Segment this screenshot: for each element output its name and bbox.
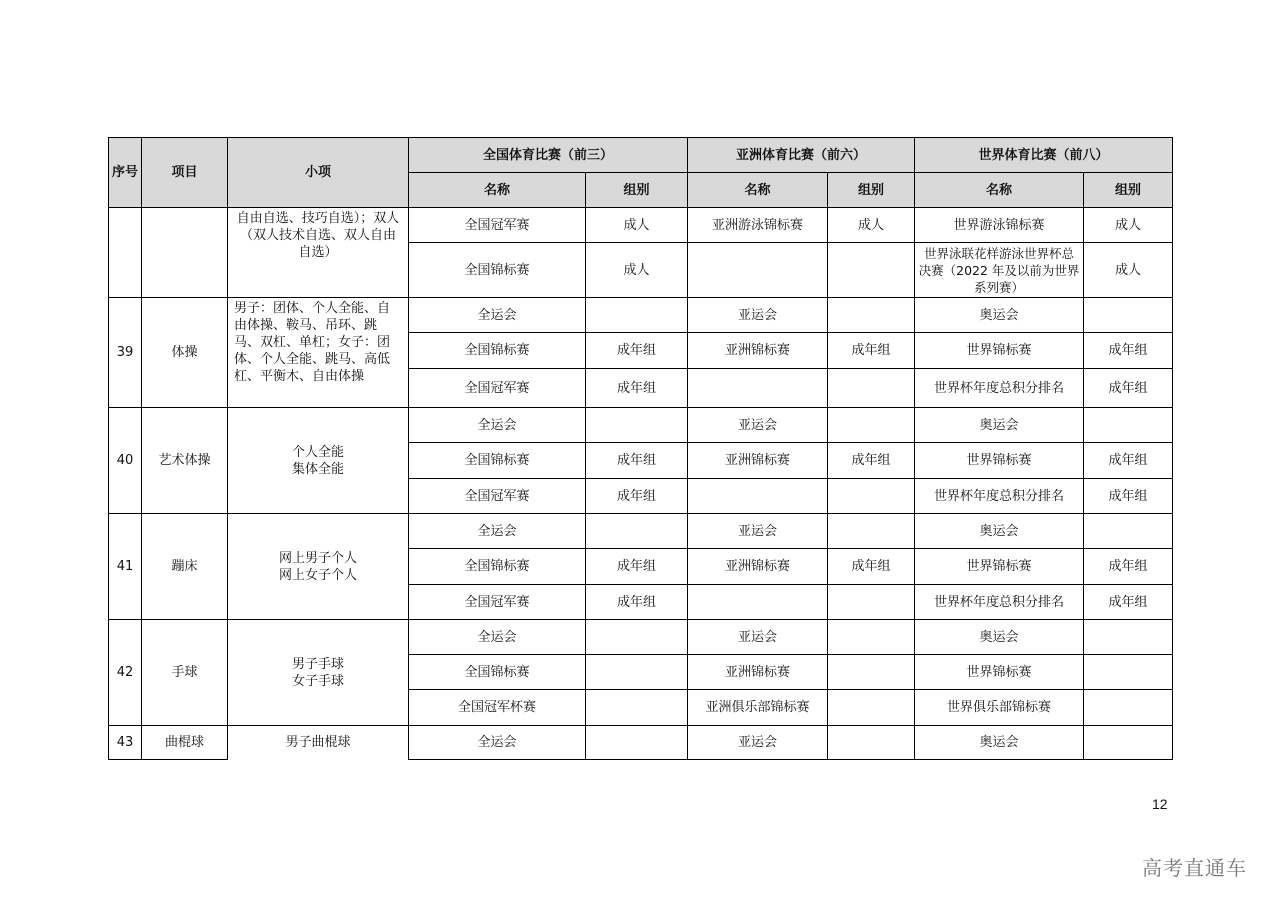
world-name-header: 名称 — [915, 173, 1084, 208]
world-name-cell: 世界锦标赛 — [915, 549, 1084, 585]
national-name-cell: 全国锦标赛 — [409, 655, 586, 690]
seq-cell: 39 — [109, 298, 142, 408]
world-name-cell: 奥运会 — [915, 408, 1084, 443]
asian-name-cell — [688, 369, 828, 408]
asian-name-cell: 亚运会 — [688, 514, 828, 549]
item-cell: 艺术体操 — [142, 408, 228, 514]
asian-group-cell — [828, 655, 915, 690]
world-group-cell — [1084, 690, 1173, 726]
seq-cell: 42 — [109, 620, 142, 726]
item-cell: 手球 — [142, 620, 228, 726]
national-group-cell: 成年组 — [586, 585, 688, 620]
national-group-cell: 成年组 — [586, 369, 688, 408]
asian-group-cell — [828, 726, 915, 760]
asian-group-cell — [828, 514, 915, 549]
subitem-line: 女子手球 — [291, 673, 344, 689]
item-cell: 蹦床 — [142, 514, 228, 620]
subitem-line: 网上女子个人 — [278, 567, 357, 583]
subitem-line: 男子手球 — [291, 656, 344, 672]
asian-group-cell: 成年组 — [828, 549, 915, 585]
world-group-cell — [1084, 298, 1173, 333]
seq-cell: 40 — [109, 408, 142, 514]
asian-name-cell: 亚运会 — [688, 408, 828, 443]
world-name-cell: 世界泳联花样游泳世界杯总决赛（2022 年及以前为世界系列赛） — [915, 243, 1084, 298]
asian-name-cell — [688, 479, 828, 514]
asian-name-cell: 亚洲游泳锦标赛 — [688, 208, 828, 243]
national-name-cell: 全国锦标赛 — [409, 443, 586, 479]
national-group-cell: 成年组 — [586, 479, 688, 514]
asian-group-cell: 成年组 — [828, 443, 915, 479]
national-group-header: 组别 — [586, 173, 688, 208]
asian-name-cell: 亚洲锦标赛 — [688, 333, 828, 369]
world-name-cell: 世界游泳锦标赛 — [915, 208, 1084, 243]
asian-name-cell: 亚洲锦标赛 — [688, 655, 828, 690]
national-name-cell: 全运会 — [409, 514, 586, 549]
world-group-cell: 成人 — [1084, 208, 1173, 243]
national-group-cell — [586, 298, 688, 333]
national-name-cell: 全国锦标赛 — [409, 333, 586, 369]
world-name-cell: 世界杯年度总积分排名 — [915, 585, 1084, 620]
seq-cell: 43 — [109, 726, 142, 760]
asian-name-cell: 亚洲俱乐部锦标赛 — [688, 690, 828, 726]
world-name-cell: 世界杯年度总积分排名 — [915, 369, 1084, 408]
asian-name-cell — [688, 585, 828, 620]
national-group-cell — [586, 514, 688, 549]
subitem-line: 个人全能 — [291, 444, 344, 460]
page-number: 12 — [1152, 796, 1168, 812]
national-group-cell: 成人 — [586, 243, 688, 298]
asian-group-header: 组别 — [828, 173, 915, 208]
national-name-cell: 全国冠军杯赛 — [409, 690, 586, 726]
item-cell: 曲棍球 — [142, 726, 228, 760]
asian-name-cell: 亚洲锦标赛 — [688, 549, 828, 585]
asian-group-cell — [828, 369, 915, 408]
world-name-cell: 奥运会 — [915, 298, 1084, 333]
national-group-cell — [586, 620, 688, 655]
table-row — [109, 298, 1173, 333]
item-header: 项目 — [142, 138, 228, 208]
national-name-header: 名称 — [409, 173, 586, 208]
world-name-cell: 世界锦标赛 — [915, 655, 1084, 690]
national-name-cell: 全运会 — [409, 620, 586, 655]
national-group-cell — [586, 690, 688, 726]
national-group-cell — [586, 726, 688, 760]
subitem-header: 小项 — [228, 138, 409, 208]
national-name-cell: 全国冠军赛 — [409, 479, 586, 514]
table-row — [109, 620, 1173, 655]
sports-competition-table — [108, 137, 1173, 760]
asian-group-cell — [828, 243, 915, 298]
national-name-cell: 全国冠军赛 — [409, 369, 586, 408]
asian-name-cell: 亚运会 — [688, 726, 828, 760]
table-row — [109, 726, 1173, 760]
national-name-cell: 全国冠军赛 — [409, 208, 586, 243]
asian-group-cell: 成人 — [828, 208, 915, 243]
national-group-cell — [586, 408, 688, 443]
item-cell: 体操 — [142, 298, 228, 408]
asian-header: 亚洲体育比赛（前六） — [688, 138, 915, 173]
asian-name-cell: 亚运会 — [688, 620, 828, 655]
subitem-line: 集体全能 — [291, 461, 344, 477]
world-header: 世界体育比赛（前八） — [915, 138, 1173, 173]
world-group-cell — [1084, 514, 1173, 549]
world-group-cell: 成年组 — [1084, 585, 1173, 620]
subitem-cell: 男子曲棍球 — [228, 726, 409, 760]
world-group-cell: 成年组 — [1084, 549, 1173, 585]
world-name-cell: 奥运会 — [915, 726, 1084, 760]
national-header: 全国体育比赛（前三） — [409, 138, 688, 173]
world-group-cell: 成人 — [1084, 243, 1173, 298]
table-row — [109, 514, 1173, 549]
subitem-cell: 男子：团体、个人全能、自由体操、鞍马、吊环、跳马、双杠、单杠；女子：团体、个人全能、跳马、高低杠、平衡木、自由体操 — [228, 298, 409, 408]
national-group-cell: 成人 — [586, 208, 688, 243]
seq-cell — [109, 208, 142, 298]
world-group-header: 组别 — [1084, 173, 1173, 208]
world-name-cell: 世界锦标赛 — [915, 333, 1084, 369]
national-group-cell: 成年组 — [586, 333, 688, 369]
world-group-cell: 成年组 — [1084, 479, 1173, 514]
seq-header: 序号 — [109, 138, 142, 208]
seq-cell: 41 — [109, 514, 142, 620]
watermark-text: 高考直通车 — [1142, 856, 1247, 880]
world-name-cell: 奥运会 — [915, 514, 1084, 549]
world-name-cell: 世界锦标赛 — [915, 443, 1084, 479]
national-name-cell: 全国锦标赛 — [409, 243, 586, 298]
table-row — [109, 408, 1173, 443]
asian-group-cell: 成年组 — [828, 333, 915, 369]
world-group-cell: 成年组 — [1084, 333, 1173, 369]
national-group-cell — [586, 655, 688, 690]
asian-name-header: 名称 — [688, 173, 828, 208]
world-name-cell: 奥运会 — [915, 620, 1084, 655]
world-group-cell: 成年组 — [1084, 369, 1173, 408]
subitem-cell — [228, 514, 409, 620]
national-name-cell: 全国锦标赛 — [409, 549, 586, 585]
national-group-cell: 成年组 — [586, 549, 688, 585]
world-name-cell: 世界杯年度总积分排名 — [915, 479, 1084, 514]
national-group-cell: 成年组 — [586, 443, 688, 479]
world-group-cell — [1084, 408, 1173, 443]
asian-group-cell — [828, 690, 915, 726]
world-group-cell — [1084, 726, 1173, 760]
world-name-cell: 世界俱乐部锦标赛 — [915, 690, 1084, 726]
asian-name-cell: 亚运会 — [688, 298, 828, 333]
subitem-cell — [228, 408, 409, 514]
asian-group-cell — [828, 585, 915, 620]
item-cell — [142, 208, 228, 298]
asian-group-cell — [828, 620, 915, 655]
asian-group-cell — [828, 298, 915, 333]
asian-name-cell — [688, 243, 828, 298]
subitem-cell: 自由自选、技巧自选）；双人（双人技术自选、双人自由自选） — [228, 208, 409, 298]
asian-name-cell: 亚洲锦标赛 — [688, 443, 828, 479]
national-name-cell: 全运会 — [409, 726, 586, 760]
subitem-line: 网上男子个人 — [278, 550, 357, 566]
asian-group-cell — [828, 479, 915, 514]
world-group-cell — [1084, 620, 1173, 655]
national-name-cell: 全运会 — [409, 408, 586, 443]
asian-group-cell — [828, 408, 915, 443]
table-row — [109, 208, 1173, 243]
national-name-cell: 全国冠军赛 — [409, 585, 586, 620]
subitem-cell — [228, 620, 409, 726]
national-name-cell: 全运会 — [409, 298, 586, 333]
world-group-cell: 成年组 — [1084, 443, 1173, 479]
world-group-cell — [1084, 655, 1173, 690]
